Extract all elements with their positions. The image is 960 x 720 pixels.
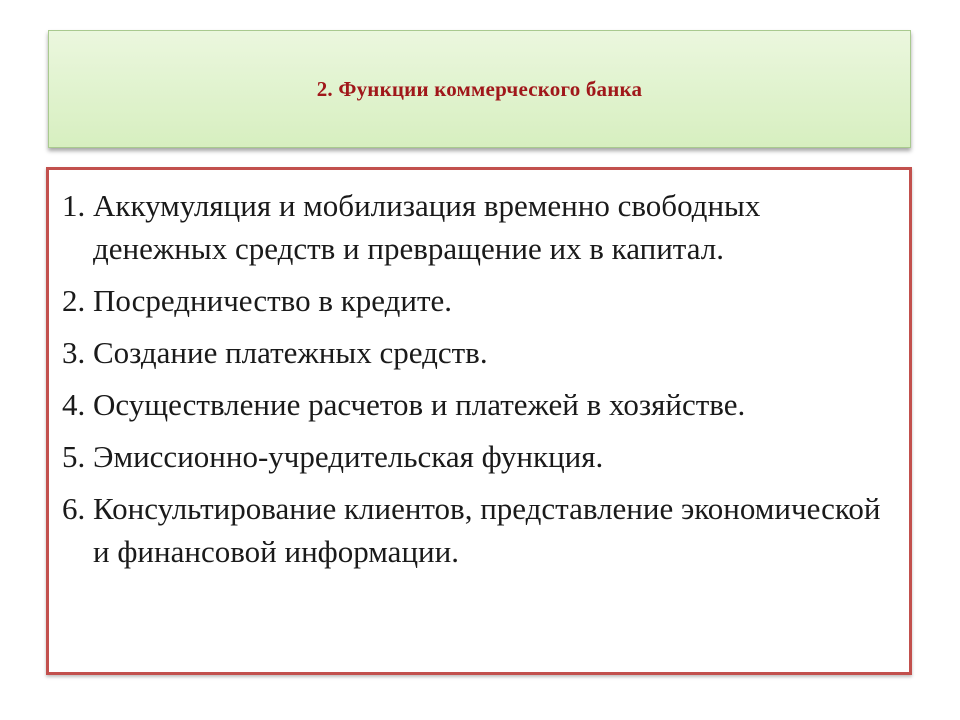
- functions-list: [62, 184, 902, 582]
- content-box: [46, 167, 912, 675]
- list-item: 2. Посредничество в кредите.: [62, 283, 453, 318]
- title-box: [48, 30, 911, 148]
- list-item: 4. Осуществление расчетов и платежей в хозяйстве.: [62, 387, 746, 422]
- list-item: 1. Аккумуляция и мобилизация временно свободных денежных средств и превращение их в капитал.: [62, 188, 761, 266]
- list-item: 5. Эмиссионно-учредительская функция.: [62, 439, 604, 474]
- list-item: 6. Консультирование клиентов, представление экономической и финансовой информации.: [62, 491, 881, 569]
- list-item: 3. Создание платежных средств.: [62, 335, 488, 370]
- slide-title: 2. Функции коммерческого банка: [316, 76, 643, 101]
